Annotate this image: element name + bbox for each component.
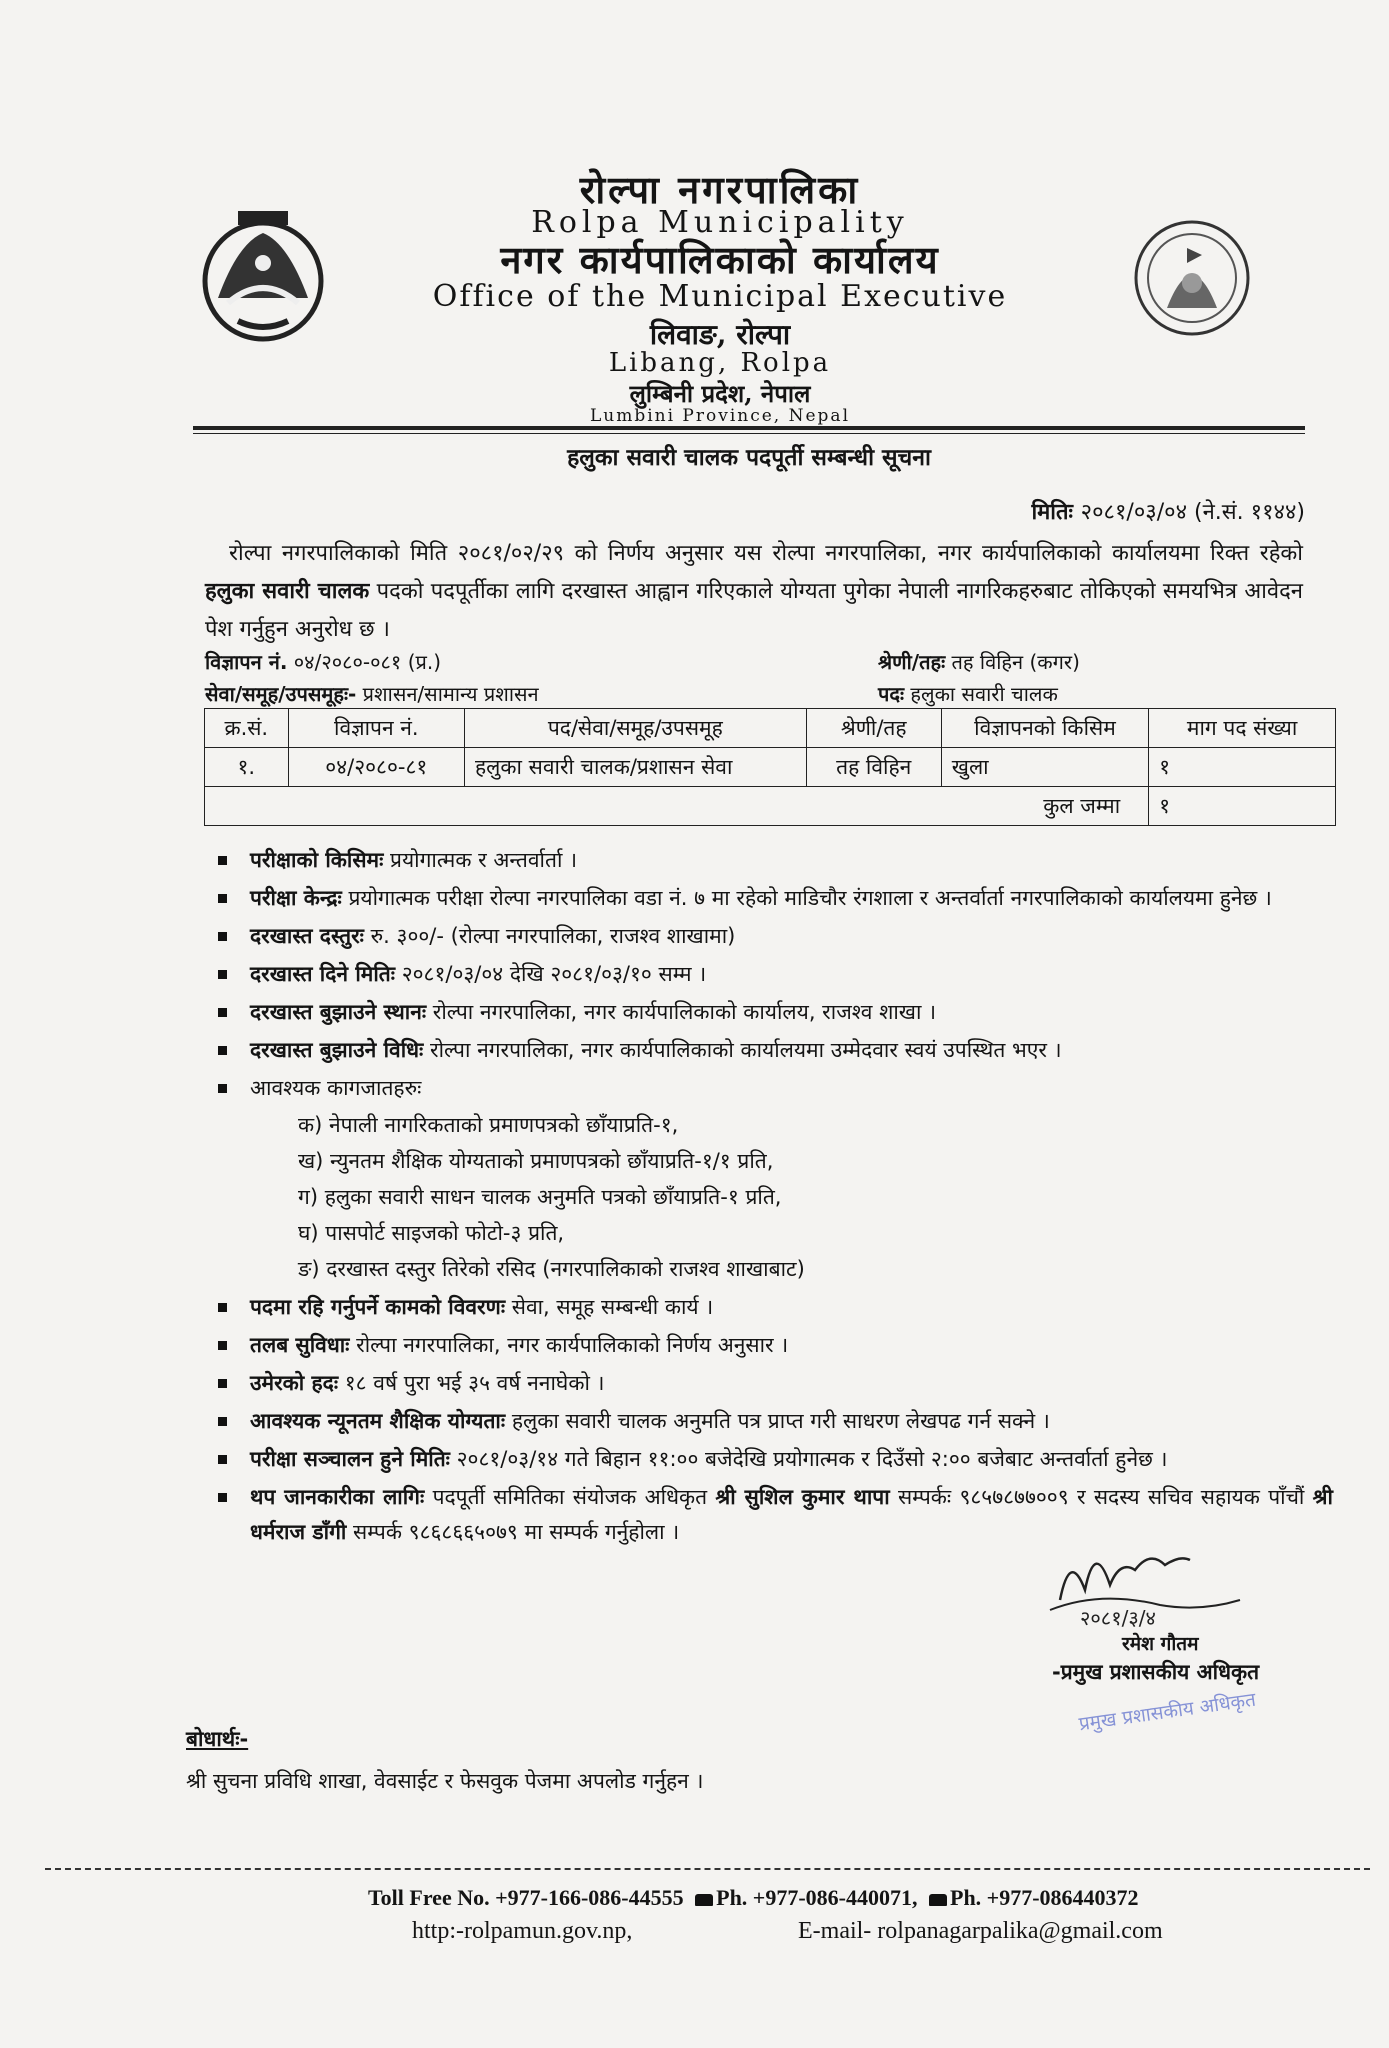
footer-divider [45, 1868, 1370, 1870]
signature-date: २०८१/३/४ [1080, 1606, 1156, 1630]
notice-date [1031, 496, 1305, 526]
table-row [205, 748, 1336, 787]
table-header: विज्ञापन नं. [288, 709, 464, 748]
phone-1: Ph. +977-086-440071, [716, 1885, 918, 1910]
service-group [205, 680, 539, 707]
item-text: रोल्पा नगरपालिका, नगर कार्यपालिकाको कार्यालयमा उम्मेदवार स्वयं उपस्थित भएर । [430, 1038, 1062, 1062]
notice-subject: हलुका सवारी चालक पदपूर्ती सम्बन्धी सूचना [567, 445, 931, 471]
table-cell: १. [205, 748, 289, 787]
table-header: श्रेणी/तह [806, 709, 941, 748]
table-header: माग पद संख्या [1149, 709, 1336, 748]
header-line-np-4: लुम्बिनी प्रदेश, नेपाल [629, 379, 811, 408]
table-cell: तह विहिन [806, 748, 941, 787]
table-cell: हलुका सवारी चालक/प्रशासन सेवा [465, 748, 807, 787]
header-line-np-2: नगर कार्यपालिकाको कार्यालय [500, 237, 940, 282]
item-text: रोल्पा नगरपालिका, नगर कार्यपालिकाको निर्णय अनुसार । [356, 1333, 789, 1357]
level [878, 648, 1080, 675]
ad-number-value: ०४/२०८०-०८१ (प्र.) [293, 650, 442, 674]
cc-block [186, 1718, 703, 1802]
ad-number [205, 648, 441, 675]
item-text: १८ वर्ष पुरा भई ३५ वर्ष ननाघेको । [344, 1371, 605, 1395]
nepal-emblem-logo [198, 203, 328, 343]
para-bold-post: हलुका सवारी चालक [205, 579, 370, 604]
table-cell: खुला [941, 748, 1148, 787]
item-label: तलब सुविधाः [250, 1333, 350, 1357]
contact-label: थप जानकारीका लागिः [250, 1485, 425, 1509]
phone-icon [695, 1894, 713, 1906]
signatory-name: रमेश गौतम [1122, 1633, 1199, 1655]
list-item [218, 1404, 1333, 1439]
item-text: सेवा, समूह सम्बन्धी कार्य । [511, 1295, 714, 1319]
header-line-np-3: लिवाङ, रोल्पा [649, 318, 791, 351]
table-cell: ०४/२०८०-८१ [288, 748, 464, 787]
level-value: तह विहिन (कगर) [951, 650, 1080, 674]
item-label: उमेरको हदः [250, 1371, 339, 1395]
signature-block [1010, 1530, 1310, 1736]
notice-details [218, 843, 1333, 1553]
header-divider-thick [193, 426, 1305, 430]
official-stamp: प्रमुख प्रशासकीय अधिकृत [1077, 1688, 1258, 1736]
header-line-en-3: Libang, Rolpa [608, 348, 832, 378]
post-label: पदः [878, 682, 905, 706]
para-part-2: पदको पदपूर्तीका लागि दरखास्त आह्वान गरिएकाले योग्यता पुगेका नेपाली नागरिकहरुबाट तोकिएको समयभित्र आवेदन पेश गर्नुहुन अनुरोध छ । [205, 579, 1303, 642]
list-item [218, 843, 1333, 878]
item-label: परीक्षा केन्द्रः [250, 886, 342, 910]
item-text: २०८१/०३/०४ देखि २०८१/०३/१० सम्म । [401, 962, 707, 986]
signatory-title: -प्रमुख प्रशासकीय अधिकृत [1052, 1660, 1260, 1684]
list-item [218, 1366, 1333, 1401]
contact-text-1: पदपूर्ती समितिका संयोजक अधिकृत [432, 1485, 708, 1509]
cc-text: श्री सुचना प्रविधि शाखा, वेवसाईट र फेसवुक पेजमा अपलोड गर्नुहन । [186, 1769, 704, 1793]
required-documents [218, 1107, 1333, 1287]
list-item [218, 957, 1333, 992]
letterhead [150, 155, 1240, 425]
item-text: २०८१/०३/१४ गते बिहान ११:०० बजेदेखि प्रयोगात्मक र दिउँसो २:०० बजेबाट अन्तर्वार्ता हुनेछ । [456, 1447, 1168, 1471]
table-header: पद/सेवा/समूह/उपसमूह [465, 709, 807, 748]
item-text: प्रयोगात्मक परीक्षा रोल्पा नगरपालिका वडा नं. ७ मा रहेको माडिचौर रंगशाला र अन्तर्वार्ता नगरपालिकाको कार्यालयमा हुनेछ । [348, 886, 1272, 910]
header-line-en-1: Rolpa Municipality [531, 205, 909, 240]
post-value: हलुका सवारी चालक [910, 682, 1058, 706]
document-item: ख) न्युनतम शैक्षिक योग्यताको प्रमाणपत्रको छाँयाप्रति-१/१ प्रति, [298, 1149, 774, 1173]
item-label: दरखास्त बुझाउने स्थानः [250, 1000, 427, 1024]
table-total-row [205, 787, 1336, 826]
notice-paragraph [205, 535, 1303, 649]
item-label: दरखास्त दिने मितिः [250, 962, 396, 986]
footer-phones [368, 1885, 1139, 1911]
service-group-label: सेवा/समूह/उपसमूहः- [205, 682, 357, 706]
list-item [218, 1442, 1333, 1477]
level-label: श्रेणी/तहः [878, 650, 946, 674]
handwritten-signature [1040, 1530, 1270, 1630]
total-value: १ [1149, 787, 1336, 826]
header-line-np-1: रोल्पा नगरपालिका [579, 167, 861, 212]
table-header-row [205, 709, 1336, 748]
municipality-logo [1132, 213, 1252, 343]
service-group-value: प्रशासन/सामान्य प्रशासन [362, 682, 539, 706]
list-item [218, 1328, 1333, 1363]
list-item [218, 1290, 1333, 1325]
footer-website: http:-rolpamun.gov.np, [412, 1918, 633, 1944]
vacancy-table [204, 708, 1336, 826]
table-header: क्र.सं. [205, 709, 289, 748]
total-label: कुल जम्मा [205, 787, 1149, 826]
phone-icon [929, 1894, 947, 1906]
document-item: क) नेपाली नागरिकताको प्रमाणपत्रको छाँयाप्रति-१, [298, 1113, 679, 1137]
list-item [218, 995, 1333, 1030]
contact-name-1: श्री सुशिल कुमार थापा [715, 1485, 890, 1509]
para-part-1: रोल्पा नगरपालिकाको मिति २०८१/०२/२९ को निर्णय अनुसार यस रोल्पा नगरपालिका, नगर कार्यपालिकाको कार्यालयमा रिक्त रहेको [229, 541, 1303, 566]
item-label: परीक्षाको किसिमः [250, 848, 384, 872]
table-header: विज्ञापनको किसिम [941, 709, 1148, 748]
header-divider-thin [193, 433, 1305, 434]
list-item [218, 1033, 1333, 1068]
phone-2: Ph. +977-086440372 [950, 1885, 1139, 1910]
contact-name-2: श्री धर्मराज डाँगी [250, 1485, 1333, 1544]
contact-text-2: सम्पर्कः ९८५७८७७००९ र सदस्य सचिव सहायक पाँचौं [897, 1485, 1305, 1509]
document-item: ग) हलुका सवारी साधन चालक अनुमति पत्रको छाँयाप्रति-१ प्रति, [298, 1185, 782, 1209]
item-text: रोल्पा नगरपालिका, नगर कार्यपालिकाको कार्यालय, राजश्व शाखा । [432, 1000, 937, 1024]
document-item: ङ) दरखास्त दस्तुर तिरेको रसिद (नगरपालिकाको राजश्व शाखाबाट) [298, 1257, 805, 1281]
date-label: मितिः [1031, 500, 1073, 525]
date-value: २०८१/०३/०४ (ने.सं. ११४४) [1080, 500, 1305, 525]
document-item: घ) पासपोर्ट साइजको फोटो-३ प्रति, [298, 1221, 565, 1245]
item-text: आवश्यक कागजातहरुः [250, 1076, 422, 1100]
item-label: आवश्यक न्यूनतम शैक्षिक योग्यताः [250, 1409, 506, 1433]
header-line-en-2: Office of the Municipal Executive [432, 279, 1008, 314]
item-text: प्रयोगात्मक र अन्तर्वार्ता । [390, 848, 578, 872]
item-label: दरखास्त बुझाउने विधिः [250, 1038, 424, 1062]
ad-number-label: विज्ञापन नं. [205, 650, 288, 674]
list-item [218, 881, 1333, 916]
item-label: पदमा रहि गर्नुपर्ने कामको विवरणः [250, 1295, 506, 1319]
contact-text-3: सम्पर्क ९८६८६६५०७९ मा सम्पर्क गर्नुहोला । [353, 1520, 680, 1544]
post [878, 680, 1058, 707]
header-line-en-4: Lumbini Province, Nepal [589, 406, 851, 426]
footer-email: E-mail- rolpanagarpalika@gmail.com [798, 1918, 1163, 1944]
list-item [218, 919, 1333, 954]
cc-label: बोधार्थः- [186, 1727, 249, 1751]
item-label: परीक्षा सञ्चालन हुने मितिः [250, 1447, 450, 1471]
list-item [218, 1071, 1333, 1106]
item-text: हलुका सवारी चालक अनुमति पत्र प्राप्त गरी साधरण लेखपढ गर्न सक्ने । [511, 1409, 1050, 1433]
toll-free: Toll Free No. +977-166-086-44555 [368, 1885, 684, 1910]
item-text: रु. ३००/- (रोल्पा नगरपालिका, राजश्व शाखामा) [370, 924, 736, 948]
item-label: दरखास्त दस्तुरः [250, 924, 364, 948]
table-cell: १ [1149, 748, 1336, 787]
